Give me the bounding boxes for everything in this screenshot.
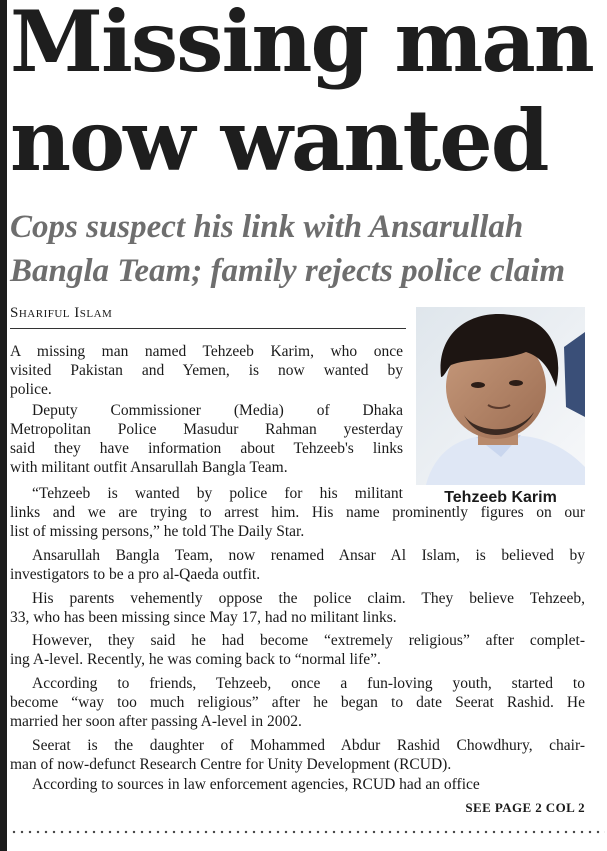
article-body-line: His parents vehemently oppose the police claim. They believe Tehzeeb, <box>32 590 585 607</box>
article-body-line: with militant outfit Ansarullah Bangla Team. <box>10 459 288 476</box>
article-body-line: man of now-defunct Research Centre for Unity Development (RCUD). <box>10 756 452 773</box>
headline <box>10 0 605 190</box>
article-body-line: Metropolitan Police Masudur Rahman yesterday <box>10 421 403 438</box>
article-body-line: investigators to be a pro al-Qaeda outfit. <box>10 566 261 583</box>
portrait-photo <box>416 307 585 485</box>
article-body-line: Deputy Commissioner (Media) of Dhaka <box>32 402 403 419</box>
article-body-line: list of missing persons,” he told The Daily Star. <box>10 523 305 540</box>
subheadline <box>10 205 605 293</box>
article-body-line: 33, who has been missing since May 17, had no militant links. <box>10 609 397 626</box>
article-body-line: links and we are trying to arrest him. His name prominently figures on our <box>10 504 585 521</box>
continued-on-page-link[interactable]: SEE PAGE 2 COL 2 <box>465 800 585 815</box>
article-body-line: According to friends, Tehzeeb, once a fun-loving youth, started to <box>32 675 585 692</box>
headline-line-2: now wanted <box>10 91 548 190</box>
left-column-rule <box>0 0 7 851</box>
photo-caption: Tehzeeb Karim <box>444 489 557 506</box>
headline-line-1: Missing man <box>10 0 593 91</box>
article-body-line: Ansarullah Bangla Team, now renamed Ansar Al Islam, is believed by <box>32 547 585 564</box>
dotted-divider <box>10 830 605 834</box>
article-body-line: According to sources in law enforcement agencies, RCUD had an office <box>32 776 480 793</box>
article-body-line: become “way too much religious” after he began to date Seerat Rashid. He <box>10 694 585 711</box>
article-body-line: ing A-level. Recently, he was coming back to “normal life”. <box>10 651 381 668</box>
article-body-line: “Tehzeeb is wanted by police for his militant <box>32 485 403 502</box>
article-body-line: Seerat is the daughter of Mohammed Abdur Rashid Chowdhury, chair- <box>32 737 585 754</box>
article-body-line: married her soon after passing A-level in 2002. <box>10 713 302 730</box>
article-body-line: said they have information about Tehzeeb's links <box>10 440 403 457</box>
article-body-line: However, they said he had become “extremely religious” after complet- <box>32 632 585 649</box>
subhead-line-2: Bangla Team; family rejects police claim <box>10 253 566 289</box>
byline: Shariful Islam <box>10 304 406 329</box>
article-body-line: visited Pakistan and Yemen, is now wanted by <box>10 362 403 379</box>
subhead-line-1: Cops suspect his link with Ansarullah <box>10 209 524 245</box>
article-body-line: police. <box>10 381 52 398</box>
portrait-illustration <box>416 307 585 485</box>
article-body-line: A missing man named Tehzeeb Karim, who once <box>10 343 403 360</box>
